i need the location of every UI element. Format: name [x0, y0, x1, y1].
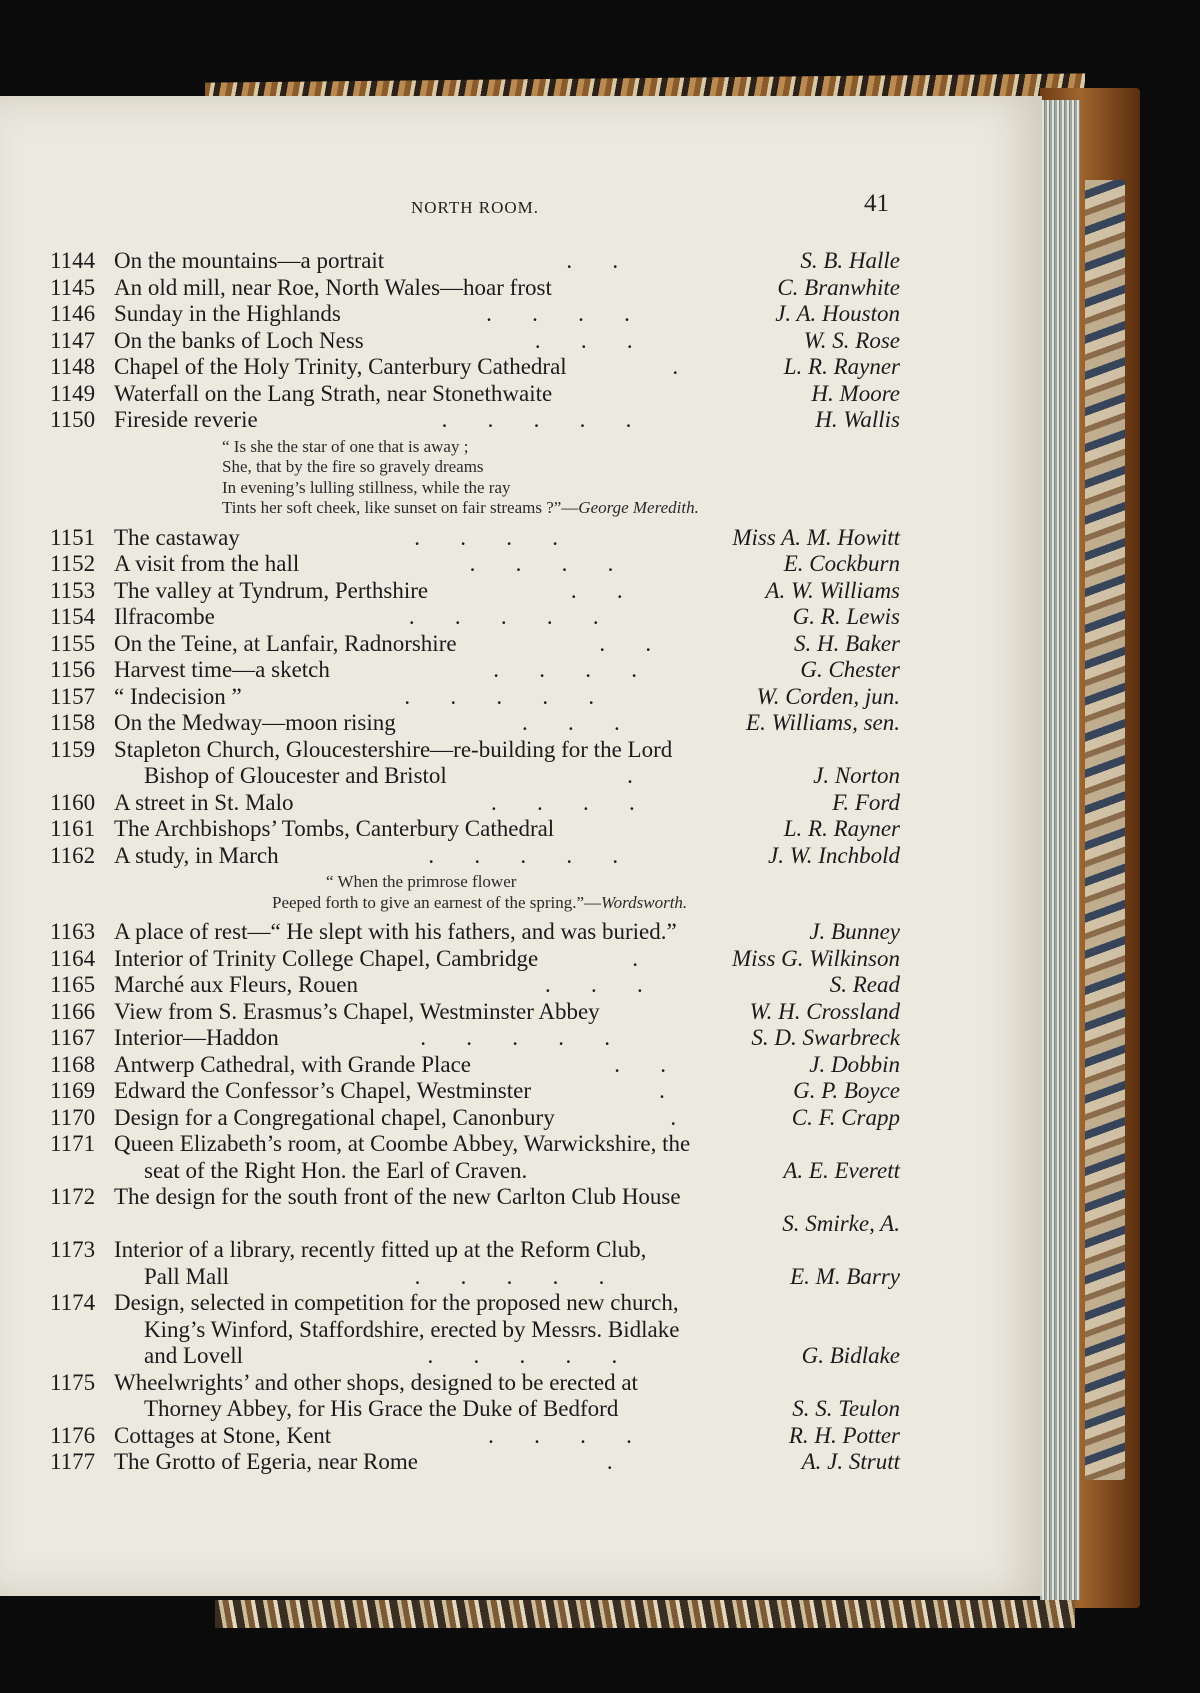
entry-title: Sunday in the Highlands: [114, 301, 341, 326]
quote-attribution: George Meredith.: [578, 498, 699, 517]
dot-leader: .: [670, 1104, 677, 1130]
dot-leader: . . . . .: [428, 842, 619, 868]
entry-artist: J. Norton: [813, 763, 900, 788]
entry-artist: W. H. Crossland: [749, 998, 900, 1024]
page-number: 41: [864, 190, 889, 217]
entry-number: 1174: [50, 1290, 96, 1315]
dot-leader: . . .: [544, 972, 643, 997]
entry-artist: R. H. Potter: [788, 1422, 900, 1448]
catalogue-entry: [50, 684, 900, 711]
entry-number: 1154: [50, 604, 96, 629]
entry-group: [50, 919, 900, 1476]
entry-title: On the Teine, at Lanfair, Radnorshire: [114, 630, 457, 656]
catalogue-entry: [50, 1449, 900, 1476]
entry-number: 1156: [50, 657, 96, 682]
entry-artist: S. B. Halle: [800, 248, 900, 273]
catalogue-entry: [50, 710, 900, 737]
entry-artist: C. F. Crapp: [791, 1104, 900, 1130]
entry-number: 1162: [50, 842, 96, 868]
entry-artist: L. R. Rayner: [783, 354, 900, 379]
entry-number: 1144: [50, 248, 96, 273]
entry-title: Antwerp Cathedral, with Grande Place: [114, 1051, 472, 1077]
entry-number: 1145: [50, 274, 96, 300]
quote-last-line: [222, 498, 900, 519]
entry-number: 1159: [50, 736, 96, 762]
bottom-marbled-edge: [215, 1600, 1075, 1628]
entry-number: 1164: [50, 945, 96, 971]
verse-quote: [222, 434, 900, 525]
dot-leader: .: [672, 354, 679, 379]
catalogue-entry: [50, 1078, 900, 1105]
entry-artist: H. Wallis: [815, 407, 900, 432]
dot-leader: . . . . .: [414, 1263, 605, 1289]
dot-leader: . . . . .: [404, 683, 595, 709]
dot-leader: .: [606, 1449, 613, 1474]
entry-artist: L. R. Rayner: [783, 816, 900, 841]
entry-artist: F. Ford: [832, 789, 900, 815]
entry-title: seat of the Right Hon. the Earl of Craven.: [144, 1157, 528, 1183]
entry-title: A place of rest—“ He slept with his fathers, and was buried.”: [114, 919, 677, 944]
catalogue-entry: [50, 525, 900, 552]
catalogue-entry: [50, 1423, 900, 1450]
catalogue-entry: [50, 737, 900, 764]
entry-title: and Lovell: [144, 1343, 243, 1368]
quote-line: “ Is she the star of one that is away ;: [222, 436, 469, 456]
entry-continuation: [50, 1317, 900, 1344]
catalogue-entry: [50, 354, 900, 381]
entry-title: Design, selected in competition for the proposed new church,: [114, 1290, 679, 1315]
entry-title: The Grotto of Egeria, near Rome: [114, 1449, 418, 1474]
running-head: NORTH ROOM.: [410, 198, 540, 217]
entry-continuation: [50, 1343, 900, 1370]
quote-last-line: [272, 893, 900, 914]
entry-number: 1153: [50, 577, 96, 603]
catalogue-entry: [50, 1052, 900, 1079]
entry-continuation: [50, 1158, 900, 1185]
dot-leader: . . . .: [486, 301, 630, 326]
entry-artist: G. Bidlake: [801, 1343, 900, 1368]
dot-leader: . . . .: [414, 524, 558, 550]
entry-artist: W. Corden, jun.: [756, 683, 900, 709]
entry-title: Harvest time—a sketch: [114, 657, 330, 682]
entry-number: 1172: [50, 1184, 96, 1209]
entry-artist: J. Dobbin: [809, 1051, 900, 1077]
dot-leader: .: [627, 763, 633, 788]
entry-title: On the mountains—a portrait: [114, 248, 385, 273]
entry-group: [50, 248, 900, 434]
catalogue-entry: [50, 407, 900, 434]
entry-title: Interior of a library, recently fitted up at the Reform Club,: [114, 1237, 647, 1262]
entry-number: 1146: [50, 301, 96, 326]
catalogue-entry: [50, 275, 900, 302]
catalogue-entry: [50, 790, 900, 817]
entry-number: 1170: [50, 1104, 96, 1130]
entry-title: Bishop of Gloucester and Bristol: [144, 763, 447, 788]
entry-title: Edward the Confessor’s Chapel, Westminster: [114, 1078, 531, 1103]
dot-leader: . .: [614, 1051, 667, 1077]
dot-leader: .: [632, 945, 638, 971]
entry-number: 1175: [50, 1369, 96, 1395]
entry-number: 1161: [50, 816, 96, 841]
catalogue-entry: [50, 972, 900, 999]
entry-number: 1168: [50, 1051, 96, 1077]
entry-title: Pall Mall: [144, 1263, 229, 1289]
entry-title: A visit from the hall: [114, 551, 300, 576]
entry-continuation: [50, 1211, 900, 1238]
entry-number: 1157: [50, 683, 96, 709]
entry-number: 1160: [50, 789, 96, 815]
entry-artist: E. Cockburn: [783, 551, 900, 576]
entry-title: An old mill, near Roe, North Wales—hoar frost: [114, 274, 552, 300]
entry-number: 1171: [50, 1131, 96, 1156]
catalogue-entry: [50, 248, 900, 275]
entry-number: 1165: [50, 972, 96, 997]
entry-title: Queen Elizabeth’s room, at Coombe Abbey, Warwickshire, the: [114, 1131, 691, 1156]
entry-title: Wheelwrights’ and other shops, designed to be erected at: [114, 1369, 638, 1395]
entry-artist: A. W. Williams: [765, 577, 900, 603]
catalogue-entry: [50, 551, 900, 578]
catalogue-entry: [50, 1184, 900, 1211]
dot-leader: . .: [570, 577, 623, 603]
entry-artist: S. S. Teulon: [792, 1396, 900, 1421]
dot-leader: .: [659, 1078, 665, 1103]
catalogue-entry: [50, 1025, 900, 1052]
entry-artist: S. D. Swarbreck: [751, 1025, 900, 1050]
entry-artist: C. Branwhite: [777, 274, 900, 300]
entry-artist: W. S. Rose: [803, 327, 900, 353]
dot-leader: . . .: [521, 710, 620, 735]
entry-continuation: [50, 1396, 900, 1423]
dot-leader: . . . . .: [420, 1025, 610, 1050]
entry-artist: E. M. Barry: [790, 1263, 900, 1289]
catalogue-entry: [50, 381, 900, 408]
dot-leader: . . . . .: [408, 604, 599, 629]
entry-number: 1152: [50, 551, 96, 576]
quote-line: Tints her soft cheek, like sunset on fair streams ?”—: [222, 498, 579, 517]
catalogue-entry: [50, 578, 900, 605]
catalogue-entry: [50, 301, 900, 328]
catalogue-entry: [50, 328, 900, 355]
entry-title: Fireside reverie: [114, 407, 258, 432]
quote-line: “ When the primrose flower: [326, 872, 517, 891]
entry-title: Design for a Congregational chapel, Canonbury: [114, 1104, 555, 1130]
entry-number: 1166: [50, 998, 96, 1024]
entry-title: The castaway: [114, 524, 240, 550]
entry-number: 1149: [50, 380, 96, 406]
entry-artist: S. Smirke, A.: [782, 1210, 900, 1236]
dot-leader: . . . .: [491, 789, 635, 815]
entry-artist: G. P. Boyce: [793, 1078, 900, 1103]
quote-line: She, that by the fire so gravely dreams: [222, 457, 484, 476]
entry-title: Cottages at Stone, Kent: [114, 1422, 332, 1448]
dot-leader: . . . .: [469, 551, 614, 576]
catalogue-entry: [50, 843, 900, 870]
catalogue-entry: [50, 999, 900, 1026]
entry-title: “ Indecision ”: [114, 683, 242, 709]
entry-number: 1148: [50, 354, 96, 379]
entry-title: The valley at Tyndrum, Perthshire: [114, 577, 429, 603]
entry-artist: G. Chester: [800, 657, 900, 682]
entry-title: Waterfall on the Lang Strath, near Stonethwaite: [114, 380, 553, 406]
entry-artist: J. W. Inchbold: [767, 842, 900, 868]
dot-leader: . .: [566, 248, 619, 273]
entry-continuation: [50, 1264, 900, 1291]
marbled-endpaper: [1085, 180, 1125, 1480]
catalogue-entry: [50, 919, 900, 946]
catalogue-entry: [50, 631, 900, 658]
entry-artist: Miss A. M. Howitt: [732, 524, 900, 550]
entry-title: Thorney Abbey, for His Grace the Duke of Bedford: [144, 1396, 619, 1421]
entry-group: [50, 525, 900, 870]
entry-title: King’s Winford, Staffordshire, erected by Messrs. Bidlake: [144, 1316, 680, 1342]
catalogue-entry: [50, 1131, 900, 1158]
entry-number: 1173: [50, 1237, 96, 1262]
entry-title: Ilfracombe: [114, 604, 215, 629]
verse-quote: [272, 869, 900, 919]
entry-artist: A. E. Everett: [783, 1157, 900, 1183]
dot-leader: . . . .: [493, 657, 637, 682]
dot-leader: . . . . .: [441, 407, 632, 432]
entry-number: 1158: [50, 710, 96, 735]
entry-artist: G. R. Lewis: [792, 604, 900, 629]
entry-title: On the banks of Loch Ness: [114, 327, 364, 353]
catalogue-entry: [50, 1290, 900, 1317]
entry-title: A street in St. Malo: [114, 789, 294, 815]
entry-artist: J. Bunney: [809, 919, 900, 944]
entry-artist: Miss G. Wilkinson: [731, 945, 900, 971]
quote-attribution: Wordsworth.: [601, 892, 688, 912]
entry-number: 1147: [50, 327, 96, 353]
entry-number: 1151: [50, 524, 96, 550]
entry-continuation: [50, 763, 900, 790]
entry-artist: S. H. Baker: [793, 630, 900, 656]
entry-title: On the Medway—moon rising: [114, 710, 396, 735]
catalogue-entries: [50, 248, 900, 1476]
entry-number: 1155: [50, 630, 96, 656]
entry-artist: A. J. Strutt: [801, 1449, 900, 1474]
dot-leader: . . . . .: [427, 1343, 618, 1368]
entry-number: 1150: [50, 407, 96, 432]
dot-leader: . .: [599, 630, 652, 656]
catalogue-entry: [50, 1370, 900, 1397]
entry-artist: S. Read: [829, 972, 900, 997]
entry-artist: H. Moore: [811, 380, 900, 406]
entry-title: Stapleton Church, Gloucestershire—re-building for the Lord: [114, 736, 673, 762]
entry-number: 1167: [50, 1025, 96, 1050]
dot-leader: . . .: [534, 327, 633, 353]
catalogue-entry: [50, 1105, 900, 1132]
entry-title: Marché aux Fleurs, Rouen: [114, 972, 358, 997]
entry-title: Interior of Trinity College Chapel, Cambridge: [114, 945, 539, 971]
page-edges: [1040, 100, 1080, 1600]
entry-title: The Archbishops’ Tombs, Canterbury Cathedral: [114, 816, 555, 841]
entry-title: View from S. Erasmus’s Chapel, Westminster Abbey: [114, 998, 600, 1024]
quote-line: In evening’s lulling stillness, while the ray: [222, 477, 511, 497]
dot-leader: . . . .: [488, 1422, 632, 1448]
entry-title: A study, in March: [114, 842, 279, 868]
catalogue-entry: [50, 816, 900, 843]
entry-title: Chapel of the Holy Trinity, Canterbury Cathedral: [114, 354, 567, 379]
catalogue-entry: [50, 604, 900, 631]
entry-number: 1169: [50, 1078, 96, 1103]
catalogue-entry: [50, 1237, 900, 1264]
entry-artist: E. Williams, sen.: [746, 710, 900, 735]
entry-title: The design for the south front of the new Carlton Club House: [114, 1184, 681, 1209]
entry-number: 1176: [50, 1422, 96, 1448]
quote-line: Peeped forth to give an earnest of the spring.”—: [272, 892, 602, 912]
entry-artist: J. A. Houston: [775, 301, 900, 326]
entry-number: 1163: [50, 919, 96, 944]
entry-title: Interior—Haddon: [114, 1025, 279, 1050]
catalogue-entry: [50, 657, 900, 684]
catalogue-entry: [50, 946, 900, 973]
entry-number: 1177: [50, 1449, 96, 1474]
